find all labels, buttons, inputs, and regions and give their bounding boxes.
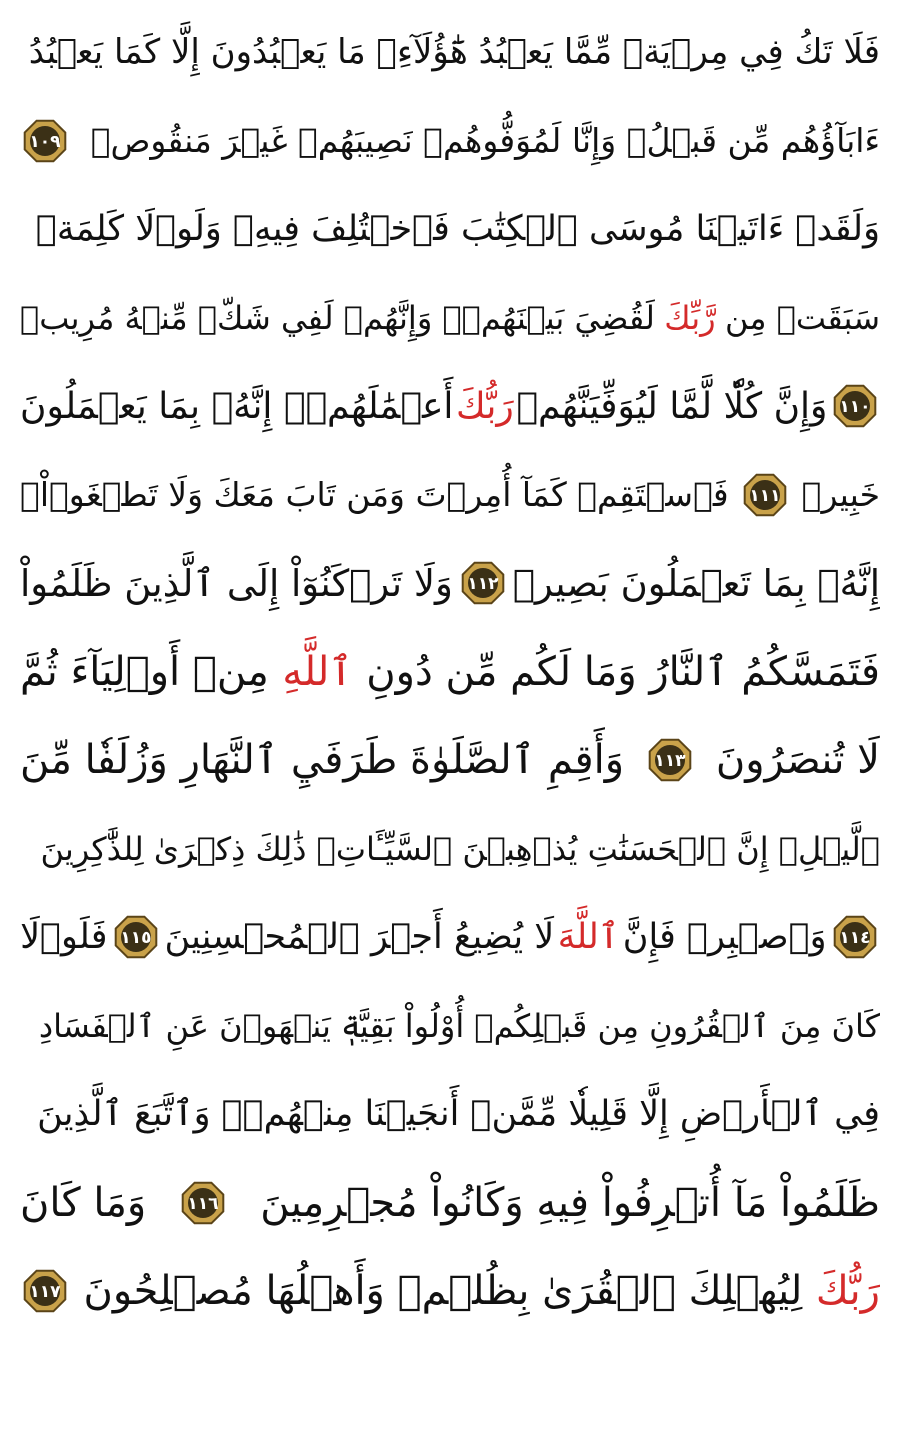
verse-line	[20, 1159, 880, 1248]
ayah-number: ١١١	[749, 485, 781, 506]
ayah-number-marker-icon	[20, 1266, 70, 1316]
verse-line	[20, 97, 880, 186]
verse-line	[20, 716, 880, 805]
ayah-number-marker-icon	[740, 470, 790, 520]
verse-line	[20, 8, 880, 97]
verse-line	[20, 1070, 880, 1159]
verse-text: لَقُضِيَ بَيۡنَهُمۡۚ وَإِنَّهُمۡ لَفِي شَكّٖ مِّنۡهُ مُرِيبٖ	[20, 298, 655, 337]
ayah-number: ١١٧	[29, 1282, 61, 1303]
verse-text: كَانَ مِنَ ٱلۡقُرُونِ مِن قَبۡلِكُمۡ أُوْلُواْ بَقِيَّةٖ يَنۡهَوۡنَ عَنِ ٱلۡفَسَادِ	[38, 1006, 880, 1045]
divine-name-word: ٱللَّهَ	[557, 917, 620, 958]
divine-name-word: رَبُّكَ	[456, 385, 514, 427]
verse-text: وَلَا تَرۡكَنُوٓاْ إِلَى ٱلَّذِينَ ظَلَمُواْ	[20, 561, 453, 605]
ayah-number-marker-icon	[830, 912, 880, 962]
ayah-number-marker-icon	[111, 912, 161, 962]
verse-line	[20, 982, 880, 1071]
verse-text: لَا يُضِيعُ أَجۡرَ ٱلۡمُحۡسِنِينَ	[164, 917, 555, 958]
ayah-number: ١١٠	[839, 397, 871, 418]
divine-name-word: ٱللَّهِ	[282, 648, 353, 695]
verse-text: ءَابَآؤُهُم مِّن قَبۡلُۚ وَإِنَّا لَمُوَفُّوهُمۡ نَصِيبَهُمۡ غَيۡرَ مَنقُوصٖ	[90, 121, 880, 161]
ayah-number-marker-icon	[20, 116, 70, 166]
verse-text: فَتَمَسَّكُمُ ٱلنَّارُ وَمَا لَكُم مِّن دُونِ	[366, 648, 880, 695]
ayah-number-marker-icon	[458, 558, 508, 608]
verse-text: وَإِنَّ كُلّٗا لَّمَّا لَيُوَفِّيَنَّهُمۡ	[516, 385, 828, 427]
ayah-number: ١١٣	[654, 751, 686, 772]
verse-text: لِيُهۡلِكَ ٱلۡقُرَىٰ بِظُلۡمٖ وَأَهۡلُهَا مُصۡلِحُونَ	[83, 1268, 803, 1315]
verse-text: أَعۡمَٰلَهُمۡۚ إِنَّهُۥ بِمَا يَعۡمَلُونَ	[20, 385, 454, 427]
verse-text: وَٱصۡبِرۡ فَإِنَّ	[622, 917, 827, 958]
divine-name-word: رَّبِّكَ	[664, 298, 716, 337]
verse-line	[20, 805, 880, 894]
verse-line	[20, 274, 880, 363]
verse-text: فَٱسۡتَقِمۡ كَمَآ أُمِرۡتَ وَمَن تَابَ مَعَكَ وَلَا تَطۡغَوۡاْۚ	[20, 475, 729, 515]
verse-line	[20, 628, 880, 717]
verse-text: فِي ٱلۡأَرۡضِ إِلَّا قَلِيلٗا مِّمَّنۡ أَنجَيۡنَا مِنۡهُمۡۗ وَٱتَّبَعَ ٱلَّذِينَ	[37, 1094, 880, 1135]
ayah-number-marker-icon	[645, 735, 695, 785]
verse-text: مِنۡ أَوۡلِيَآءَ ثُمَّ	[20, 648, 269, 695]
verse-line	[20, 539, 880, 628]
verse-line	[20, 1247, 880, 1336]
verse-line	[20, 451, 880, 540]
ayah-number: ١٠٩	[29, 131, 61, 152]
verse-text: وَلَقَدۡ ءَاتَيۡنَا مُوسَى ٱلۡكِتَٰبَ فَٱخۡتُلِفَ فِيهِۚ وَلَوۡلَا كَلِمَةٞ	[35, 209, 880, 250]
verse-text: ٱلَّيۡلِۚ إِنَّ ٱلۡحَسَنَٰتِ يُذۡهِبۡنَ ٱلسَّيِّـَٔاتِۚ ذَٰلِكَ ذِكۡرَىٰ لِلذَّٰكِرِينَ	[40, 829, 880, 868]
verse-text: خَبِيرٞ	[801, 475, 880, 515]
text-block	[20, 8, 880, 1336]
verse-text: فَلَا تَكُ فِي مِرۡيَةٖ مِّمَّا يَعۡبُدُ هَٰٓؤُلَآءِۚ مَا يَعۡبُدُونَ إِلَّا كَمَا يَعۡبُدُ	[28, 32, 880, 73]
ayah-number: ١١٥	[120, 928, 152, 949]
verse-text: ظَلَمُواْ مَآ أُتۡرِفُواْ فِيهِ وَكَانُواْ مُجۡرِمِينَ	[260, 1179, 880, 1226]
ayah-number-marker-icon	[178, 1178, 228, 1228]
verse-text: سَبَقَتۡ مِن	[725, 298, 880, 337]
verse-line	[20, 893, 880, 982]
ayah-number: ١١٢	[467, 574, 499, 595]
divine-name-word: رَبُّكَ	[815, 1268, 880, 1315]
ayah-number-marker-icon	[830, 381, 880, 431]
verse-text: فَلَوۡلَا	[20, 917, 108, 958]
verse-text: لَا تُنصَرُونَ	[715, 737, 880, 784]
verse-line	[20, 185, 880, 274]
verse-text: وَمَا كَانَ	[20, 1179, 147, 1226]
verse-text: وَأَقِمِ ٱلصَّلَوٰةَ طَرَفَيِ ٱلنَّهَارِ وَزُلَفٗا مِّنَ	[20, 737, 625, 784]
verse-text: إِنَّهُۥ بِمَا تَعۡمَلُونَ بَصِيرٞ	[512, 561, 880, 605]
verse-line	[20, 362, 880, 451]
ayah-number: ١١٤	[839, 928, 871, 949]
ayah-number: ١١٦	[187, 1193, 219, 1214]
